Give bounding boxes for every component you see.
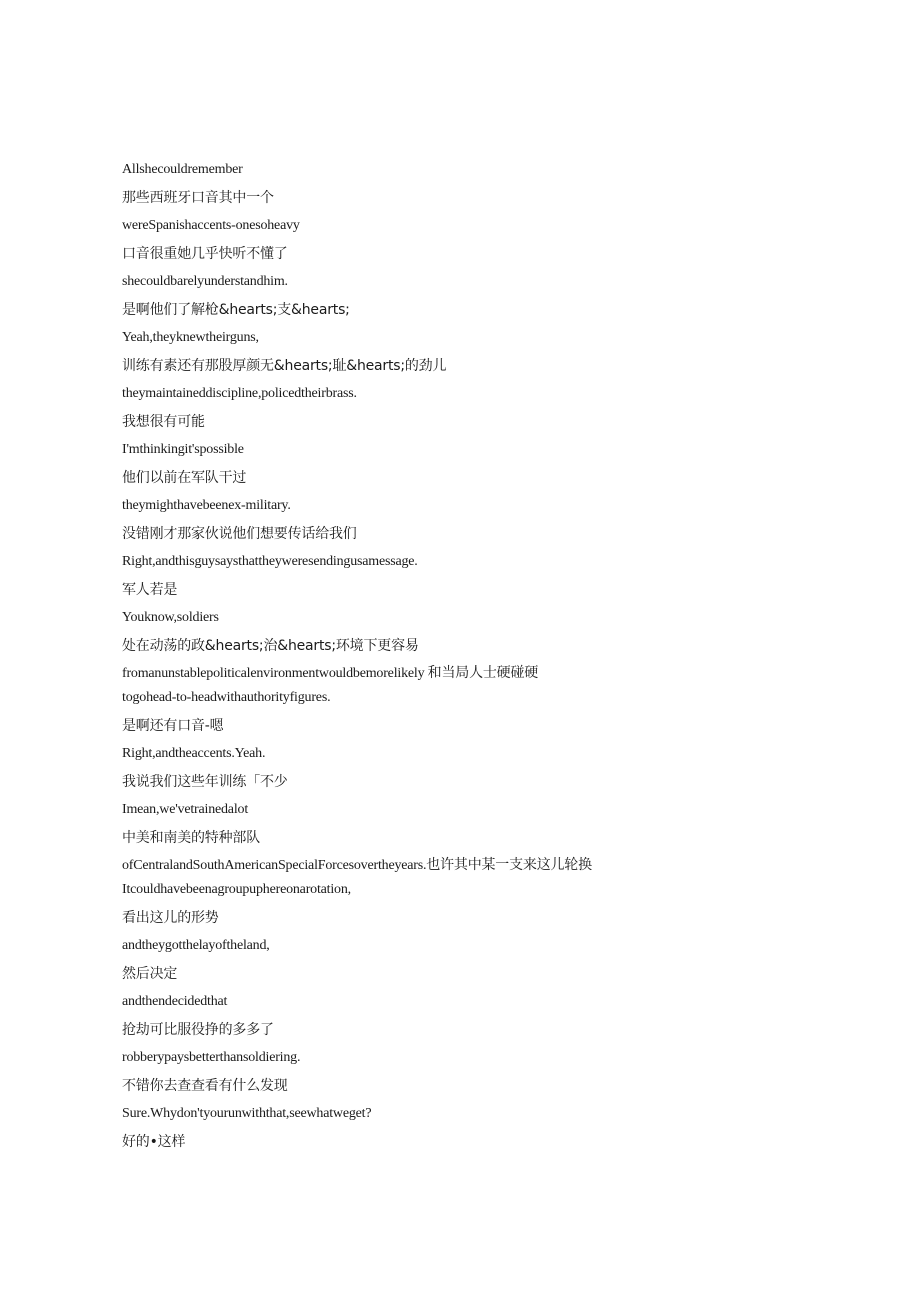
transcript-line: theymaintaineddiscipline,policedtheirbrass. <box>122 386 357 401</box>
transcript-line: 是啊还有口音-嗯 <box>122 718 224 734</box>
transcript-line: andthendecidedthat <box>122 994 228 1009</box>
transcript-line: 训练有素还有那股厚颜无&hearts;耻&hearts;的劲儿 <box>122 358 447 374</box>
transcript-line: Sure.Whydon'tyourunwiththat,seewhatweget? <box>122 1106 372 1121</box>
transcript-line: 看出这儿的形势 <box>122 910 219 926</box>
transcript-line: 我说我们这些年训练「不少 <box>122 774 288 790</box>
transcript-line: Imean,we'vetrainedalot <box>122 802 249 817</box>
transcript-line: I'mthinkingit'spossible <box>122 442 244 457</box>
transcript-line: Right,andthisguysaysthattheyweresendingusamessage. <box>122 554 418 569</box>
transcript-line: shecouldbarelyunderstandhim. <box>122 274 288 289</box>
transcript-line: 我想很有可能 <box>122 414 205 430</box>
transcript-line: Youknow,soldiers <box>122 610 219 625</box>
transcript-line: 没错刚才那家伙说他们想要传话给我们 <box>122 526 357 542</box>
transcript-line: 好的•这样 <box>122 1134 186 1150</box>
transcript-line: 军人若是 <box>122 582 178 598</box>
transcript-line: theymighthavebeenex-military. <box>122 498 291 513</box>
transcript-line: andtheygotthelayoftheland, <box>122 938 270 953</box>
transcript-line: togohead-to-headwithauthorityfigures. <box>122 690 331 705</box>
transcript-line: 那些西班牙口音其中一个 <box>122 190 274 206</box>
transcript-line: 不错你去查查看有什么发现 <box>122 1078 288 1094</box>
transcript-line: Itcouldhavebeenagroupuphereonarotation, <box>122 882 351 897</box>
transcript-line: robberypaysbetterthansoldiering. <box>122 1050 301 1065</box>
transcript-line: 处在动荡的政&hearts;治&hearts;环境下更容易 <box>122 638 419 654</box>
transcript-line: 然后决定 <box>122 966 178 982</box>
transcript-body <box>122 158 592 1158</box>
transcript-line: ofCentralandSouthAmericanSpecialForcesovertheyears.也许其中某一支来这儿轮换 <box>122 858 592 873</box>
transcript-line: wereSpanishaccents-onesoheavy <box>122 218 300 233</box>
transcript-line: 抢劫可比服役挣的多多了 <box>122 1022 274 1038</box>
transcript-line: Yeah,theyknewtheirguns, <box>122 330 259 345</box>
transcript-line: 是啊他们了解枪&hearts;支&hearts; <box>122 302 350 318</box>
transcript-line: 他们以前在军队干过 <box>122 470 247 486</box>
transcript-line: 中美和南美的特种部队 <box>122 830 260 846</box>
transcript-line: 口音很重她几乎快听不懂了 <box>122 246 288 262</box>
transcript-line: Right,andtheaccents.Yeah. <box>122 746 266 761</box>
transcript-line: fromanunstablepoliticalenvironmentwouldbemorelikely 和当局人士硬碰硬 <box>122 666 539 681</box>
transcript-line: Allshecouldremember <box>122 162 243 177</box>
